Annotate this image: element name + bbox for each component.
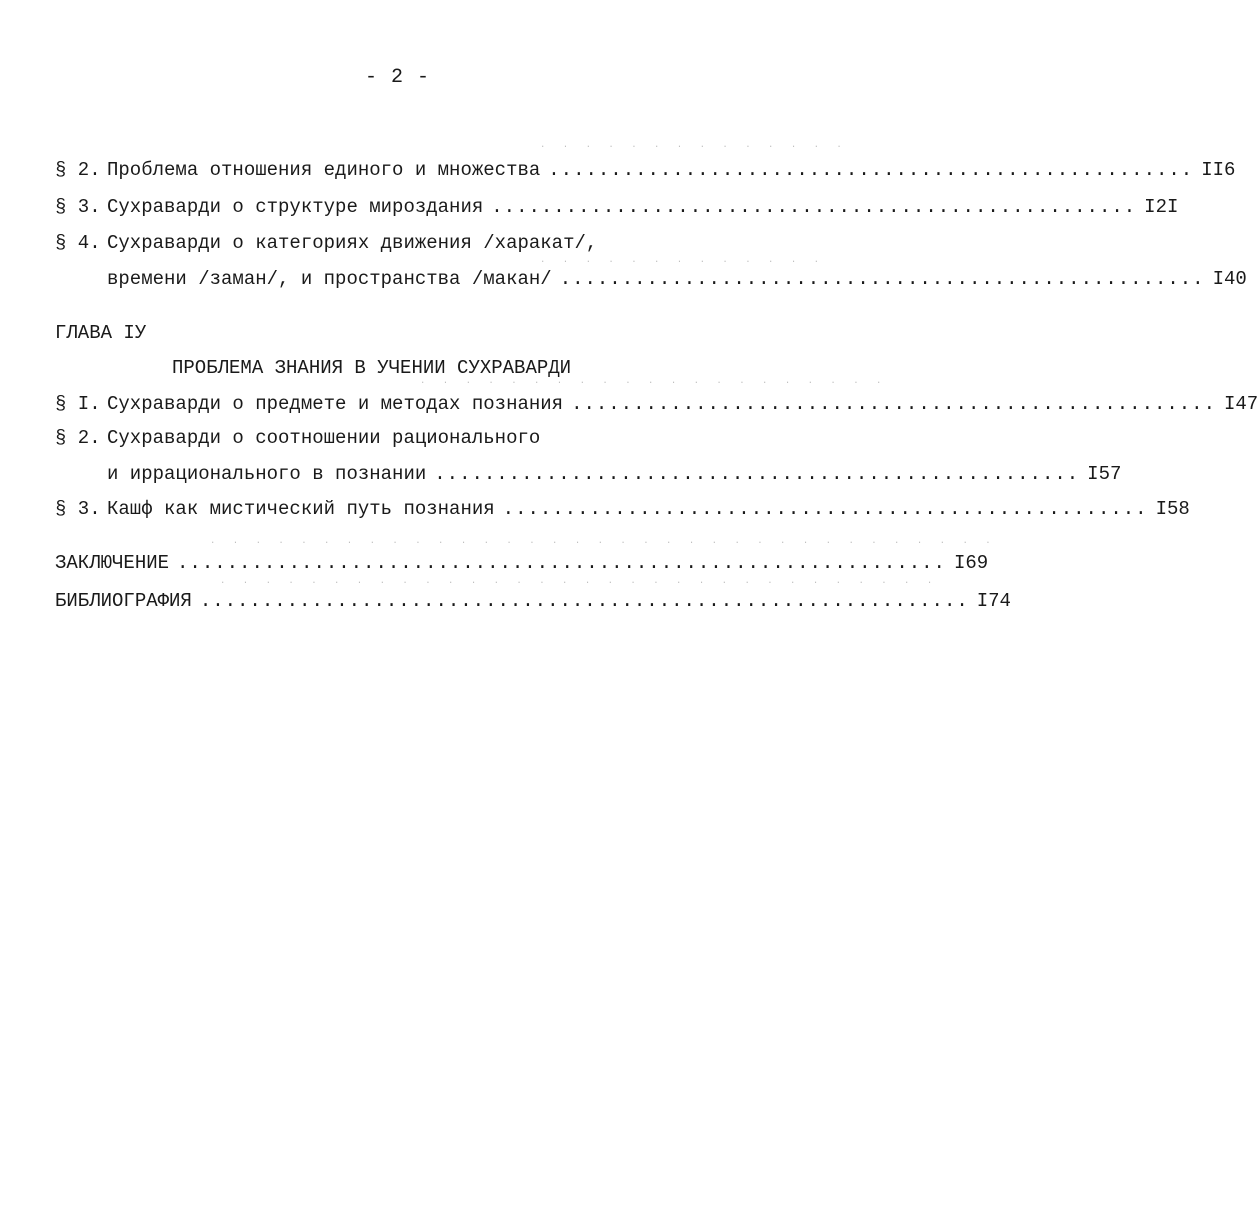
scan-specks: · · · · · · · · · · · · · · · · · · · · · · · · · · · · · · · · · · · (210, 538, 997, 548)
toc-entry (55, 496, 1190, 522)
toc-entry (55, 194, 1179, 220)
entry-title: Сухраварди о предмете и методах познания (107, 393, 564, 415)
toc-entry (55, 588, 1011, 614)
leader-dots: .................................................... (571, 393, 1216, 415)
leader-dots: .................................................... (434, 463, 1080, 485)
scan-specks: · · · · · · · · · · · · · · · · · · · · · (420, 378, 888, 388)
entry-page: I2I (1144, 196, 1179, 218)
chapter-title: ПРОБЛЕМА ЗНАНИЯ В УЧЕНИИ СУХРАВАРДИ (172, 357, 572, 379)
entry-page: I40 (1212, 268, 1247, 290)
leader-dots: .................................................... (559, 268, 1205, 290)
toc-entry-continuation (107, 266, 1247, 292)
toc-entry (55, 230, 715, 256)
toc-entry (55, 391, 1258, 417)
entry-title-continuation: и иррационального в познании (107, 463, 427, 485)
section-marker: § 4. (55, 232, 101, 254)
entry-title: ЗАКЛЮЧЕНИЕ (55, 552, 170, 574)
entry-title: Проблема отношения единого и множества (107, 159, 541, 181)
entry-title-continuation: времени /заман/, и пространства /макан/ (107, 268, 552, 290)
entry-page: I57 (1087, 463, 1122, 485)
leader-dots: .................................................... (491, 196, 1137, 218)
section-marker: § 3. (55, 498, 101, 520)
entry-page: I74 (976, 590, 1011, 612)
scan-specks: · · · · · · · · · · · · · · · · · · · · · · · · · · · · · · · · (220, 578, 939, 588)
toc-entry (55, 425, 715, 451)
toc-entry (55, 157, 1236, 183)
entry-title: БИБЛИОГРАФИЯ (55, 590, 192, 612)
leader-dots: .............................................................. (199, 590, 969, 612)
entry-title: Кашф как мистический путь познания (107, 498, 495, 520)
section-marker: § I. (55, 393, 101, 415)
section-marker: § 3. (55, 196, 101, 218)
scan-specks: · · · · · · · · · · · · · (540, 257, 826, 267)
leader-dots: .............................................................. (177, 552, 946, 574)
leader-dots: .................................................... (502, 498, 1148, 520)
chapter-label: ГЛАВА IУ (55, 322, 147, 344)
entry-page: II6 (1201, 159, 1236, 181)
entry-title: Сухраварди о структуре мироздания (107, 196, 484, 218)
section-marker: § 2. (55, 427, 101, 449)
entry-title: Сухраварди о категориях движения /харакат/, (107, 232, 598, 254)
section-marker: § 2. (55, 159, 101, 181)
leader-dots: .................................................... (548, 159, 1194, 181)
toc-entry (55, 550, 989, 576)
entry-title: Сухраварди о соотношении рационального (107, 427, 541, 449)
entry-page: I47 (1223, 393, 1258, 415)
entry-page: I58 (1155, 498, 1190, 520)
entry-page: I69 (953, 552, 989, 574)
page-number: - 2 - (364, 66, 430, 89)
toc-entry-continuation (107, 461, 1122, 487)
scan-specks: · · · · · · · · · · · · · · (540, 142, 848, 152)
